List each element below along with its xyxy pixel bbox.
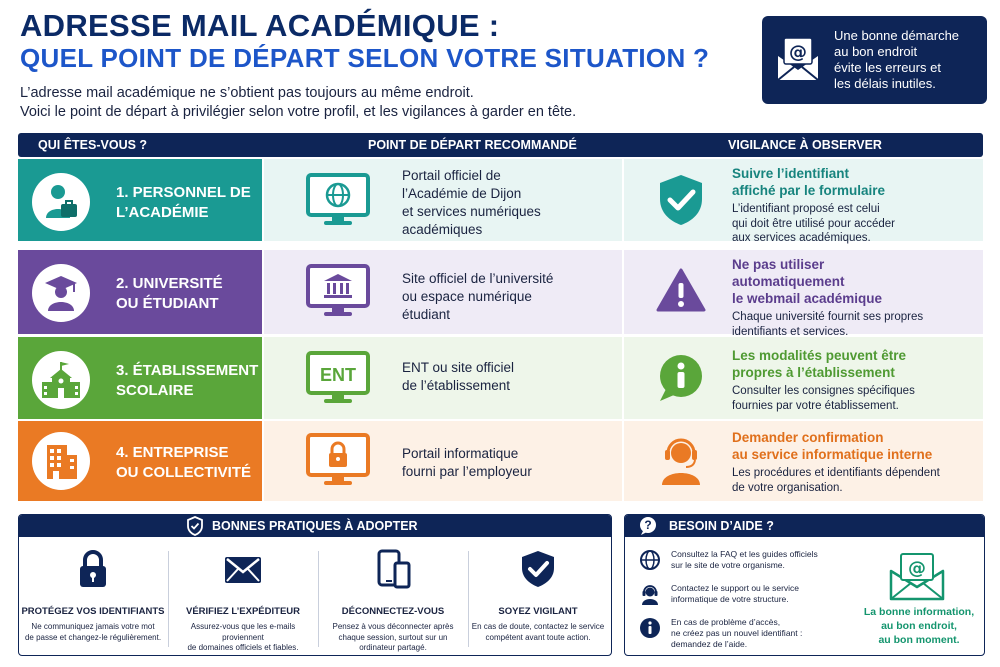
practice-desc: de domaines officiels et fiables. bbox=[187, 643, 299, 652]
practice-item bbox=[19, 545, 167, 653]
help-header bbox=[625, 515, 984, 537]
start-text: académiques bbox=[402, 222, 483, 237]
start-text: fourni par l’employeur bbox=[402, 464, 532, 479]
page-title-line2: QUEL POINT DE DÉPART SELON VOTRE SITUATION ? bbox=[20, 43, 710, 73]
callout-line: évite les erreurs et bbox=[834, 60, 941, 75]
vigilance-desc: fournies par votre établissement. bbox=[732, 399, 899, 412]
start-cell bbox=[264, 421, 622, 501]
profile-cell bbox=[18, 159, 262, 241]
vigilance-title: Demander confirmation bbox=[732, 430, 884, 445]
vigilance-desc: Chaque université fournit ses propres bbox=[732, 311, 924, 323]
warning-triangle-icon bbox=[656, 264, 706, 318]
start-text: Portail informatique bbox=[402, 446, 519, 461]
practice-item bbox=[464, 545, 612, 653]
help-item bbox=[639, 549, 829, 571]
vigilance-title: le webmail académique bbox=[732, 291, 883, 306]
start-cell bbox=[264, 159, 622, 241]
info-bubble-icon bbox=[656, 351, 706, 405]
vigilance-desc: Consulter les consignes spécifiques bbox=[732, 385, 915, 397]
vigilance-title: Ne pas utiliser bbox=[732, 257, 825, 272]
svg-text:@: @ bbox=[908, 558, 926, 579]
question-bubble-icon bbox=[637, 516, 659, 536]
lock-monitor-icon bbox=[306, 433, 370, 487]
practice-desc: Pensez à vous déconnecter après bbox=[332, 622, 454, 631]
callout-box bbox=[762, 16, 987, 104]
profile-cell bbox=[18, 421, 262, 501]
help-text: sur le site de votre organisme. bbox=[671, 560, 785, 570]
staff-person-icon bbox=[41, 182, 81, 222]
closing-line: La bonne information, bbox=[863, 606, 975, 618]
vigilance-title: Les modalités peuvent être bbox=[732, 348, 907, 363]
devices-icon bbox=[373, 549, 413, 589]
practice-title: VÉRIFIEZ L’EXPÉDITEUR bbox=[185, 606, 301, 617]
page-title-line1: ADRESSE MAIL ACADÉMIQUE : bbox=[20, 8, 500, 43]
best-practices-title: BONNES PRATIQUES À ADOPTER bbox=[212, 519, 418, 533]
intro-line: Voici le point de départ à privilégier selon votre profil, et les vigilances à garder en tête. bbox=[20, 104, 577, 120]
help-text: informatique de votre structure. bbox=[671, 594, 789, 604]
vigilance-title: affiché par le formulaire bbox=[732, 183, 886, 198]
vigilance-desc: de votre organisation. bbox=[732, 481, 843, 494]
graduate-icon bbox=[41, 273, 81, 313]
practice-desc: chaque session, surtout sur un bbox=[338, 632, 448, 642]
help-panel bbox=[624, 514, 985, 656]
profile-label: 1. PERSONNEL DE bbox=[116, 184, 251, 201]
info-icon bbox=[639, 617, 661, 639]
practice-title: PROTÉGEZ VOS IDENTIFIANTS bbox=[21, 606, 165, 617]
svg-text:@: @ bbox=[789, 42, 807, 63]
practice-desc: Ne communiquez jamais votre mot bbox=[31, 622, 155, 631]
profile-label: OU ÉTUDIANT bbox=[116, 295, 219, 312]
profile-label: L’ACADÉMIE bbox=[116, 204, 209, 221]
school-building-icon bbox=[40, 360, 82, 400]
profile-icon-circle bbox=[32, 432, 90, 490]
start-cell bbox=[264, 337, 622, 419]
vigilance-cell bbox=[624, 337, 983, 419]
support-headset-icon bbox=[656, 433, 706, 487]
shield-check-icon bbox=[518, 549, 558, 589]
practice-desc: compétent avant toute action. bbox=[485, 632, 591, 642]
vigilance-desc: L’identifiant proposé est celui bbox=[732, 203, 880, 215]
globe-icon bbox=[639, 549, 661, 571]
shield-check-icon bbox=[186, 516, 204, 536]
intro-text bbox=[20, 84, 576, 122]
vigilance-title: au service informatique interne bbox=[732, 447, 933, 462]
vigilance-desc: aux services académiques. bbox=[732, 232, 871, 244]
start-text: et services numériques bbox=[402, 204, 541, 219]
column-header-start: POINT DE DÉPART RECOMMANDÉ bbox=[368, 138, 577, 152]
at-envelope-icon bbox=[887, 551, 947, 601]
help-closing bbox=[855, 605, 983, 647]
practice-title: SOYEZ VIGILANT bbox=[498, 606, 578, 617]
help-item bbox=[639, 617, 829, 650]
practice-desc: Assurez-vous que les e-mails proviennent bbox=[190, 622, 296, 642]
vigilance-cell bbox=[624, 250, 983, 338]
table-header bbox=[18, 133, 983, 157]
table-row bbox=[18, 159, 983, 244]
intro-line: L’adresse mail académique ne s’obtient pas toujours au même endroit. bbox=[20, 85, 474, 101]
table-row bbox=[18, 337, 983, 419]
help-text: Consultez la FAQ et les guides officiels bbox=[671, 549, 818, 559]
vigilance-desc: Les procédures et identifiants dépendent bbox=[732, 467, 940, 479]
practice-desc: de passe et changez-le régulièrement. bbox=[24, 632, 162, 642]
svg-text:?: ? bbox=[644, 518, 652, 532]
vigilance-title: Suivre l’identifiant bbox=[732, 166, 850, 181]
practice-desc: ordinateur partagé. bbox=[359, 643, 427, 652]
practice-title: DÉCONNECTEZ-VOUS bbox=[341, 606, 445, 617]
profile-label: SCOLAIRE bbox=[116, 382, 194, 399]
start-cell bbox=[264, 250, 622, 334]
padlock-icon bbox=[73, 549, 113, 589]
vigilance-desc: identifiants et services. bbox=[732, 325, 849, 338]
help-item bbox=[639, 583, 829, 605]
start-text: Portail officiel de bbox=[402, 168, 501, 183]
help-text: En cas de problème d’accès, bbox=[671, 617, 781, 627]
profile-icon-circle bbox=[32, 173, 90, 231]
profile-icon-circle bbox=[32, 264, 90, 322]
profile-label: 3. ÉTABLISSEMENT bbox=[116, 362, 259, 379]
help-title: BESOIN D’AIDE ? bbox=[669, 519, 774, 533]
globe-monitor-icon bbox=[306, 173, 370, 227]
start-text: l’Académie de Dijon bbox=[402, 186, 522, 201]
start-text: Site officiel de l’université bbox=[402, 271, 554, 286]
vigilance-cell bbox=[624, 421, 983, 501]
ent-monitor-icon bbox=[306, 351, 370, 405]
profile-cell bbox=[18, 337, 262, 419]
help-text: ne créez pas un nouvel identifiant : bbox=[671, 628, 803, 638]
callout-line: les délais inutiles. bbox=[834, 76, 936, 91]
practice-item bbox=[319, 545, 467, 653]
vigilance-title: propres à l’établissement bbox=[732, 365, 895, 380]
help-text: Contactez le support ou le service bbox=[671, 583, 800, 593]
at-envelope-icon bbox=[774, 36, 822, 84]
column-header-vigilance: VIGILANCE À OBSERVER bbox=[728, 138, 882, 152]
callout-line: au bon endroit bbox=[834, 44, 918, 59]
vigilance-cell bbox=[624, 159, 983, 244]
start-text: de l’établissement bbox=[402, 378, 511, 393]
closing-line: au bon moment. bbox=[878, 634, 960, 646]
closing-line: au bon endroit, bbox=[881, 620, 957, 632]
start-text: ou espace numérique bbox=[402, 289, 532, 304]
profile-label: 4. ENTREPRISE bbox=[116, 444, 229, 461]
shield-check-icon bbox=[656, 173, 706, 227]
headset-icon bbox=[639, 583, 661, 605]
table-row bbox=[18, 250, 983, 338]
envelope-icon bbox=[223, 549, 263, 589]
start-text: ENT ou site officiel bbox=[402, 360, 515, 375]
office-building-icon bbox=[41, 441, 81, 481]
profile-cell bbox=[18, 250, 262, 334]
practice-item bbox=[169, 545, 317, 653]
practice-desc: En cas de doute, contactez le service bbox=[471, 622, 605, 631]
column-header-profile: QUI ÊTES-VOUS ? bbox=[38, 138, 148, 152]
vigilance-title: automatiquement bbox=[732, 274, 845, 289]
help-text: demandez de l’aide. bbox=[671, 639, 748, 649]
table-row bbox=[18, 421, 983, 501]
university-monitor-icon bbox=[306, 264, 370, 318]
ent-badge: ENT bbox=[320, 365, 356, 385]
best-practices-panel bbox=[18, 514, 612, 656]
best-practices-header bbox=[19, 515, 611, 537]
callout-line: Une bonne démarche bbox=[834, 28, 960, 43]
profile-label: 2. UNIVERSITÉ bbox=[116, 275, 223, 292]
profile-icon-circle bbox=[32, 351, 90, 409]
start-text: étudiant bbox=[402, 307, 451, 322]
vigilance-desc: qui doit être utilisé pour accéder bbox=[732, 217, 896, 230]
profile-label: OU COLLECTIVITÉ bbox=[116, 464, 251, 481]
